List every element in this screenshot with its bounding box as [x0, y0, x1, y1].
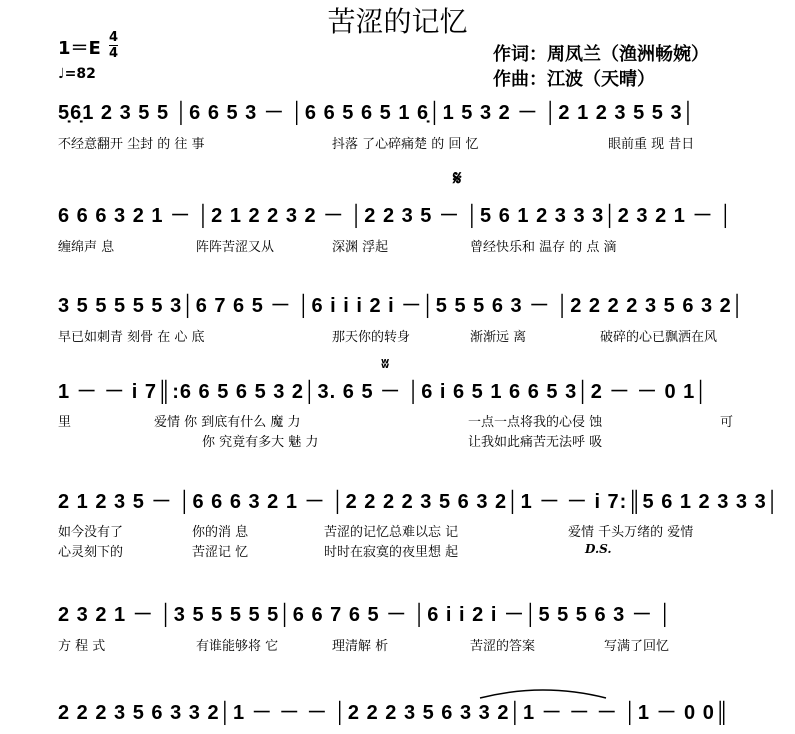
row-5-lyric-a3: 苦涩的记忆总难以忘 记: [324, 525, 459, 540]
score-row-4-notes: 1 － － i 7║:6 6 5 6 5 3 2│3. 6 5 － │6 i 6 5 1 6 6 5 3│2 － － 0 1│: [58, 381, 709, 403]
time-signature: [109, 30, 118, 61]
row-5-lyric-b2: 苦涩记 忆: [192, 545, 249, 560]
row-3-lyric-a: 早已如刺青 刻骨 在 心 底: [58, 330, 205, 345]
row-6-lyric-e: 写满了回忆: [604, 639, 670, 654]
row-1-lyric-b: 抖落 了心碎痛楚 的 回 忆: [332, 137, 479, 152]
row-3-lyric-c: 渐渐远 离: [470, 330, 527, 345]
row-1-lyric-a: 不经意翻开 尘封 的 往 事: [58, 137, 205, 152]
row-3-lyric-d: 破碎的心已飘洒在风: [600, 330, 718, 345]
row-5-lyric-a2: 你的消 息: [192, 525, 249, 540]
score-row-5-notes: 2 1 2 3 5 － │6 6 6 3 2 1 － │2 2 2 2 3 5 6 3 2│1 － － i 7:║5 6 1 2 3 3 3│: [58, 491, 781, 513]
row-4-lyric-a4: 可: [720, 415, 734, 430]
row-6-lyric-c: 理清解 析: [332, 639, 389, 654]
song-title: 苦涩的记忆: [327, 5, 468, 38]
row-3-lyric-b: 那天你的转身: [332, 330, 411, 345]
row-2-lyric-b: 阵阵苦涩又从: [196, 240, 275, 255]
row-1-lyric-c: 眼前重 现 昔日: [608, 137, 695, 152]
composer-credit: 作曲：江波（天晴）: [493, 69, 655, 90]
row-6-lyric-b: 有谁能够将 它: [196, 639, 279, 654]
row-2-lyric-a: 缠绵声 息: [58, 240, 115, 255]
mordent-mark: ʬ: [381, 356, 390, 372]
row-5-lyric-a1: 如今没有了: [58, 525, 124, 540]
score-row-7-notes: 2 2 2 3 5 6 3 3 2│1 － － － │2 2 2 3 5 6 3 3 2│1 － － － │1 － 0 0║: [58, 702, 731, 724]
row-2-lyric-c: 深渊 浮起: [332, 240, 389, 255]
row-2-lyric-d: 曾经快乐和 温存 的 点 滴: [470, 240, 617, 255]
tempo-mark: ♩=82: [58, 66, 96, 82]
meter-top: 4: [109, 30, 119, 45]
row-4-lyric-a1: 里: [58, 415, 72, 430]
row-5-lyric-a4: 爱情 千头万绪的 爱情: [568, 525, 694, 540]
score-row-6-notes: 2 3 2 1 － │3 5 5 5 5 5│6 6 7 6 5 － │6 i i 2 i －│5 5 5 6 3 － │: [58, 604, 673, 626]
score-row-1-notes: 5̣6̣1 2 3 5 5 │6 6 5 3 － │6 6 5 6 5 1 6̣│1 5 3 2 － │2 1 2 3 5 5 3│: [58, 102, 697, 124]
row-4-lyric-a2: 爱情 你 到底有什么 魔 力: [154, 415, 301, 430]
lyricist-credit: 作词：周凤兰（渔洲畅婉）: [493, 44, 709, 65]
segno-mark: 𝄋: [453, 166, 462, 190]
key-signature: 1＝E: [58, 38, 101, 59]
row-4-lyric-b1: 你 究竟有多大 魅 力: [202, 435, 319, 450]
score-row-3-notes: 3 5 5 5 5 5 3│6 7 6 5 － │6 i i i 2 i －│5 5 5 6 3 － │2 2 2 2 3 5 6 3 2│: [58, 295, 746, 317]
ds-mark: D.S.: [585, 542, 612, 556]
row-6-lyric-a: 方 程 式: [58, 639, 106, 654]
tie-arc: [478, 686, 608, 700]
row-4-lyric-b2: 让我如此痛苦无法呼 吸: [468, 435, 603, 450]
row-5-lyric-b3: 时时在寂寞的夜里想 起: [324, 545, 459, 560]
row-5-lyric-b1: 心灵刻下的: [58, 545, 124, 560]
row-4-lyric-a3: 一点一点将我的心侵 蚀: [468, 415, 603, 430]
meter-bottom: 4: [109, 46, 119, 61]
row-6-lyric-d: 苦涩的答案: [470, 639, 536, 654]
score-row-2-notes: 6 6 6 3 2 1 － │2 1 2 2 3 2 － │2 2 3 5 － │5 6 1 2 3 3 3│2 3 2 1 － │: [58, 205, 734, 227]
